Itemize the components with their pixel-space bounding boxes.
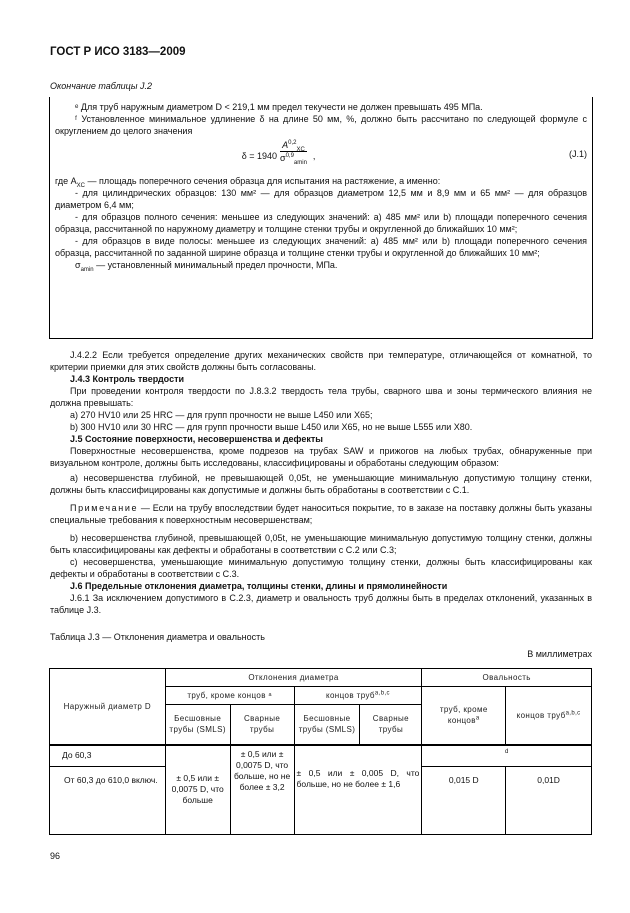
heading-j5: J.5 Состояние поверхности, несовершенства и дефекты xyxy=(70,434,323,444)
header-welded-ends: Сварные трубы xyxy=(360,705,422,745)
heading-j43: J.4.3 Контроль твердости xyxy=(70,374,185,384)
row1-diameter: До 60,3 xyxy=(50,745,166,767)
page-number: 96 xyxy=(50,851,61,861)
row2-diameter: От 60,3 до 610,0 включ. xyxy=(50,767,166,835)
hardness-item-a: а) 270 HV10 или 25 HRC — для групп прочности не выше L450 или X65; xyxy=(70,410,373,420)
table-caption: Таблица J.3 — Отклонения диаметра и овальность xyxy=(50,632,265,642)
row2-oval-body: 0,015 D xyxy=(422,767,506,835)
note: Примечание — Если на трубу впоследствии будет наноситься покрытие, то в заказе на поставку должны быть указаны специальные требования к поверхностным несовершенствам; xyxy=(50,503,592,525)
header-welded: Сварные трубы xyxy=(230,705,294,745)
header-ovality: Овальность xyxy=(422,669,592,687)
surface-item-b: b) несовершенства глубиной, превышающей 0,05t, не уменьшающие минимальную допустимую толщину стенки, должны быть классифицированы как дефекты и обработаны в соответствии с С.2 или С.3; xyxy=(50,533,592,555)
paragraph-hardness: При проведении контроля твердости по J.8.3.2 твердость тела трубы, сварного шва и зоны термического влияния не должна превышать: xyxy=(50,386,592,408)
surface-item-a: а) несовершенства глубиной, не превышающей 0,05t, не уменьшающие минимальную допустимую толщину стенки, должны быть классифицированы как допустимые и должны быть обработаны в соответствии с С.1. xyxy=(50,473,592,495)
header-oval-body: труб, кроме концов$^a$ xyxy=(422,687,506,745)
table-j3 xyxy=(49,668,592,835)
where-line: где $A_{XC}$ — площадь поперечного сечения образца для испытания на растяжение, а именно: xyxy=(55,176,441,189)
footnote-f: ᶠ Установленное минимальное удлинение δ на длине 50 мм, %, должно быть рассчитано по следующей формуле с округлением до целого значения xyxy=(55,114,587,136)
paragraph-j422: J.4.2.2 Если требуется определение других механических свойств при температуре, отличающейся от комнатной, то критерии приемки для этих свойств должны быть согласованы. xyxy=(50,350,592,372)
surface-item-c: с) несовершенства, уменьшающие минимальную допустимую толщину стенки, должны быть классифицированы как дефекты и обработаны в соответствии с С.3. xyxy=(50,557,592,579)
cell-welded-body: ± 0,5 или ± 0,0075 D, что больше, но не более ± 3,2 xyxy=(230,745,294,835)
header-outer-diameter: Наружный диаметр D xyxy=(50,669,166,745)
formula-j1: δ = 1940 A$^{0,2}_{XC}$ $\sigma^{0,9}_{amin}$ , (J.1) xyxy=(241,140,587,166)
heading-j6: J.6 Предельные отклонения диаметра, толщины стенки, длины и прямолинейности xyxy=(70,581,448,591)
header-ends: концов труб$^{a,b,c}$ xyxy=(294,687,422,705)
row1-ovality: d xyxy=(422,745,592,767)
table-continuation-label: Окончание таблицы J.2 xyxy=(50,81,152,91)
cell-seamless-body: ± 0,5 или ± 0,0075 D, что больше xyxy=(165,745,230,835)
paragraph-surface: Поверхностные несовершенства, кроме подрезов на трубах SAW и прижогов на любых трубах, обнаруженные при визуальном контроле, должны быть исследованы, классифицированы и обработаны следующим образом: xyxy=(50,446,592,468)
full-section-specimens: - для образцов полного сечения: меньшее из следующих значений: а) 485 мм² или b) площади поперечного сечения образца, рассчитанной по наружному диаметру и толщине стенки трубы и округленной до ближайших 10 мм²; xyxy=(55,212,587,234)
sigma-definition: $\sigma_{amin}$ — установленный минимальный предел прочности, МПа. xyxy=(75,260,338,273)
cell-ends: ± 0,5 или ± 0,005 D, что больше, но не более ± 1,6 xyxy=(294,745,422,835)
header-seamless: Бесшовные трубы (SMLS) xyxy=(165,705,230,745)
header-body: труб, кроме концов ᵃ xyxy=(165,687,294,705)
document-header: ГОСТ Р ИСО 3183—2009 xyxy=(50,46,186,58)
formula-label: (J.1) xyxy=(569,149,587,159)
footnote-e: ᵉ Для труб наружным диаметром D < 219,1 мм предел текучести не должен превышать 495 МПа. xyxy=(75,102,483,112)
strip-specimens: - для образцов в виде полосы: меньшее из следующих значений: а) 485 мм² или b) площади поперечного сечения образца, рассчитанной по заданной ширине образца и толщине стенки трубы и округленной до ближайших 10 мм²; xyxy=(55,236,587,258)
body-text xyxy=(50,349,592,616)
header-oval-ends: концов труб$^{a,b,c}$ xyxy=(506,687,592,745)
header-diameter-deviation: Отклонения диаметра xyxy=(165,669,422,687)
row2-oval-ends: 0,01D xyxy=(506,767,592,835)
table-units: В миллиметрах xyxy=(527,649,592,659)
hardness-item-b: b) 300 HV10 или 30 HRC — для групп прочности выше L450 или X65, но не выше L555 или X80. xyxy=(70,422,473,432)
cylindrical-specimens: - для цилиндрических образцов: 130 мм² — для образцов диаметром 12,5 мм и 8,9 мм и 65 мм² — для образцов диаметром 6,4 мм; xyxy=(55,188,587,210)
header-seamless-ends: Бесшовные трубы (SMLS) xyxy=(294,705,360,745)
paragraph-j61: J.6.1 За исключением допустимого в С.2.3, диаметр и овальность труб должны быть в пределах отклонений, указанных в таблице J.3. xyxy=(50,593,592,615)
table-j2-footnotes xyxy=(49,97,593,339)
